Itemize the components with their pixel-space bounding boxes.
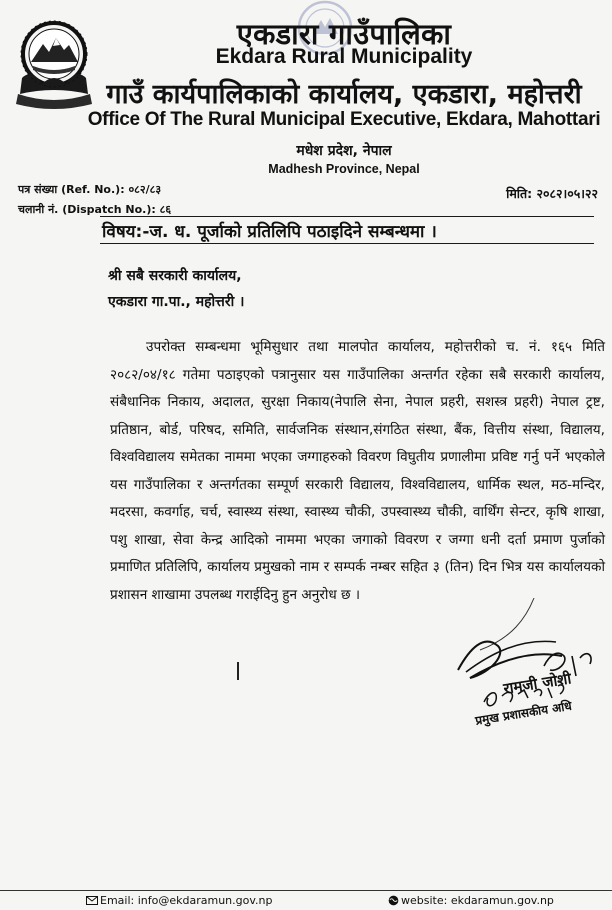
letter-subject: विषय:-ज. ध. पूर्जाको प्रतिलिपि पठाइदिने सम्बन्धमा । — [102, 222, 437, 242]
reference-number — [18, 182, 161, 197]
letter-body — [110, 334, 605, 609]
date-label: मिति: — [506, 186, 533, 201]
signatory-name: रामजी जोशी — [502, 669, 573, 698]
office-name-nepali: गाउँ कार्यपालिकाको कार्यालय, एकडारा, महोत्तरी — [106, 79, 582, 110]
addressee-line-1: श्री सबै सरकारी कार्यालय, — [108, 268, 242, 284]
ref-label: पत्र संख्या (Ref. No.): — [18, 183, 125, 196]
subject-bottom-rule — [100, 243, 594, 244]
municipality-name-nepali: एकडारा गाउँपालिका — [236, 17, 452, 51]
subject-top-rule — [100, 216, 594, 217]
ref-value: ०८२/८३ — [128, 183, 162, 196]
signatory-title: प्रमुख प्रशासकीय अधि — [474, 698, 573, 728]
footer-website-text: website: ekdaramun.gov.np — [401, 894, 554, 907]
ink-mark — [237, 662, 239, 680]
province-english: Madhesh Province, Nepal — [268, 162, 420, 176]
footer-website[interactable] — [388, 894, 554, 907]
globe-icon — [388, 895, 399, 906]
office-name-english: Office Of The Rural Municipal Executive, Ekdara, Mahottari — [87, 109, 601, 130]
province-nepali: मधेश प्रदेश, नेपाल — [296, 143, 392, 159]
date-value: २०८२।०५।२२ — [536, 186, 598, 201]
footer-divider — [0, 890, 612, 891]
dispatch-label: चलानी नं. (Dispatch No.): — [18, 203, 156, 216]
municipality-name-english: Ekdara Rural Municipality — [215, 45, 473, 68]
footer-email[interactable] — [86, 894, 272, 907]
addressee-line-2: एकडारा गा.पा., महोत्तरी । — [108, 294, 245, 310]
letter-date — [506, 185, 598, 202]
footer-email-text: Email: info@ekdaramun.gov.np — [100, 894, 273, 907]
envelope-icon — [86, 896, 98, 905]
dispatch-number — [18, 202, 171, 217]
dispatch-value: ८६ — [159, 203, 172, 216]
letter-body-text: उपरोक्त सम्बन्धमा भूमिसुधार तथा मालपोत कार्यालय, महोत्तरीको च. नं. १६५ मिति २०८२/०४/१८ गतेमा पठाइएको पत्रानुसार यस गाउँपालिका अन्तर्गत रहेका सबै सरकारी कार्यालय, संबैधानिक निकाय, अदालत, सुरक्षा निकाय(नेपालि सेना, नेपाल प्रहरी, सशस्त्र प्रहरी) नेपाल ट्रष्ट, प्रतिष्ठान, बोर्ड, परिषद, समिति, सार्वजनिक संस्थान,संगठित संस्था, बैंक, वित्तीय संस्था, विद्यालय, विश्वविद्यालय समेतका नाममा भएका जग्गाहरुको विवरण विघुतीय प्रणालीमा प्रविष्ट गर्नु पर्ने भएकोले यस गाउँपालिका र अन्तर्गतका सम्पूर्ण सरकारी विद्यालय, विश्वविद्यालय, धार्मिक स्थल, मठ-मन्दिर, मदरसा, कवर्गाह, चर्च, स्वास्थ्य संस्था, स्वास्थ्य चौकी, उपस्वास्थ्य चौकी, वार्थिंग सेन्टर, कृषि शाखा, पशु शाखा, सेवा केन्द्र आदिको नाममा भएका जगाको विवरण र जग्गा धनी दर्ता प्रमाण पुर्जाको प्रमाणित प्रतिलिपि, कार्यालय प्रमुखको नाम र सम्पर्क नम्बर सहित ३ (तिन) दिन भित्र यस कार्यालयको प्रशासन शाखामा उपलब्ध गराईदिनु हुन अनुरोध छ । — [110, 339, 605, 603]
